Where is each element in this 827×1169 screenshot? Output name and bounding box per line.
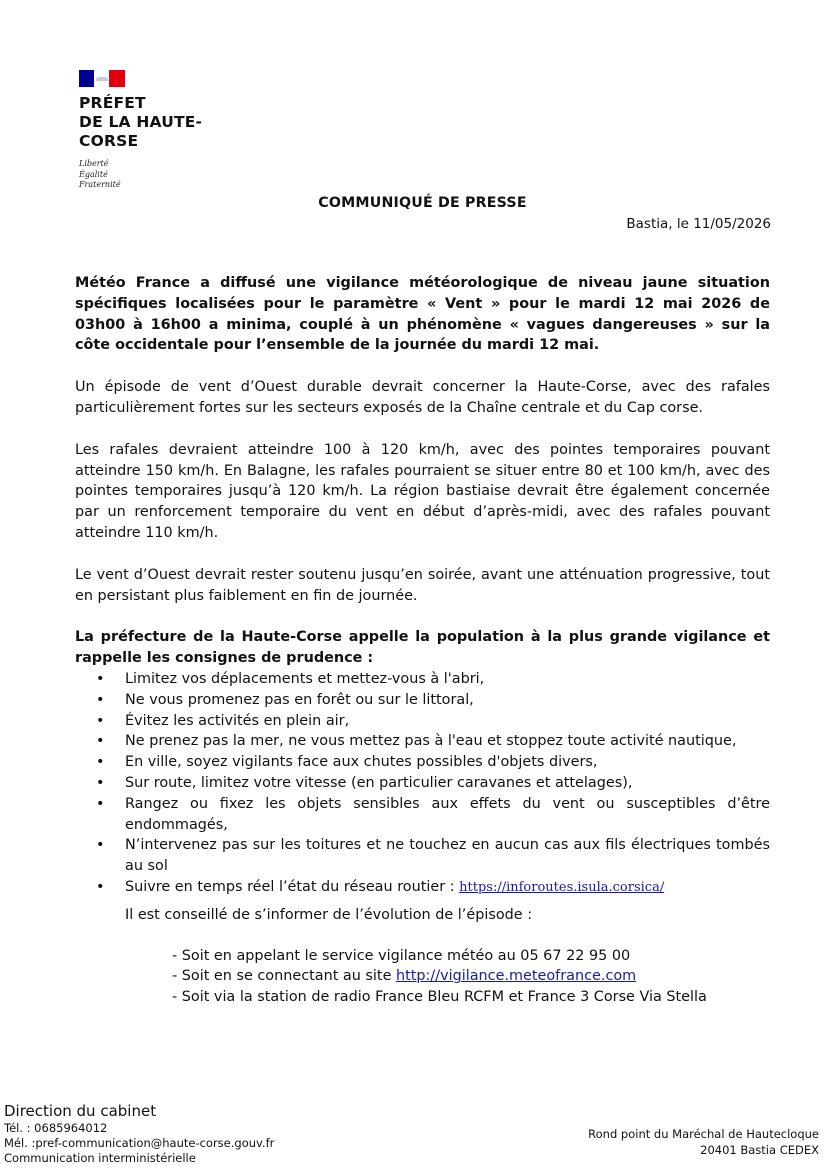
info-intro: Il est conseillé de s’informer de l’évolution de l’épisode : — [125, 906, 533, 923]
devise — [79, 159, 219, 191]
press-release-body — [75, 273, 770, 1008]
list-item: • Limitez vos déplacements et mettez-vous à l'abri, — [75, 669, 770, 690]
date-line: Bastia, le 11/05/2026 — [626, 216, 771, 232]
marianne-flag-icon — [79, 70, 125, 87]
list-item: • Rangez ou fixez les objets sensibles aux effets du vent ou susceptibles d’être endommagés, — [75, 794, 770, 836]
document-title: COMMUNIQUÉ DE PRESSE — [318, 195, 527, 211]
option-phone: - Soit en appelant le service vigilance météo au 05 67 22 95 00 — [172, 947, 631, 964]
list-item: • Ne prenez pas la mer, ne vous mettez pas à l'eau et stoppez toute activité nautique, — [75, 731, 770, 752]
footer-department: Direction du cabinet — [4, 1102, 157, 1120]
devise-line: Égalité — [79, 169, 108, 179]
body-paragraph: Le vent d’Ouest devrait rester soutenu jusqu’en soirée, avant une atténuation progressive, tout en persistant plus faiblement en fin de journée. — [75, 566, 770, 604]
footer-mail: Mél. :pref-communication@haute-corse.gouv.fr — [4, 1136, 275, 1150]
meteofrance-link[interactable]: http://vigilance.meteofrance.com — [396, 968, 637, 985]
prefet-line: DE LA HAUTE- — [79, 113, 203, 131]
inforoutes-link[interactable]: https://inforoutes.isula.corsica/ — [459, 879, 665, 895]
option-site-text: - Soit en se connectant au site — [172, 968, 396, 985]
option-site — [172, 966, 770, 987]
prefet-title — [79, 94, 219, 151]
flag-red-band — [109, 70, 125, 87]
footer-address — [588, 1126, 819, 1158]
footer-tel: Tél. : 0685964012 — [4, 1121, 108, 1135]
road-text: Suivre en temps réel l’état du réseau routier : — [125, 878, 460, 895]
option-radio: - Soit via la station de radio France Bleu RCFM et France 3 Corse Via Stella — [172, 989, 707, 1006]
list-item: • N’intervenez pas sur les toitures et ne touchez en aucun cas aux fils électriques tombés au sol — [75, 835, 770, 877]
flag-blue-band — [79, 70, 94, 87]
prefet-line: CORSE — [79, 132, 139, 150]
address-line: 20401 Bastia CEDEX — [700, 1143, 819, 1157]
list-item: • En ville, soyez vigilants face aux chutes possibles d'objets divers, — [75, 752, 770, 773]
prefet-line: PRÉFET — [79, 94, 146, 112]
list-item: • Ne vous promenez pas en forêt ou sur le littoral, — [75, 690, 770, 711]
list-item: • Sur route, limitez votre vitesse (en particulier caravanes et attelages), — [75, 773, 770, 794]
devise-line: Liberté — [79, 159, 109, 168]
consignes-list — [75, 669, 770, 899]
marianne-logo-block — [79, 70, 219, 191]
devise-line: Fraternité — [79, 180, 121, 189]
flag-white-band — [94, 70, 109, 87]
info-options — [75, 946, 770, 1008]
footer-service: Communication interministérielle — [4, 1151, 196, 1165]
intro-paragraph: Météo France a diffusé une vigilance météorologique de niveau jaune situation spécifiques localisées pour le paramètre « Vent » pour le mardi 12 mai 2026 de 03h00 à 16h00 a minima, couplé à un phénomène « vagues dangereuses » sur la côte occidentale pour l’ensemble de la journée du mardi 12 mai. — [75, 275, 770, 354]
body-paragraph: Un épisode de vent d’Ouest durable devrait concerner la Haute-Corse, avec des rafales particulièrement fortes sur les secteurs exposés de la Chaîne centrale et du Cap corse. — [75, 379, 770, 416]
footer-contact — [4, 1102, 274, 1166]
list-item: • Évitez les activités en plein air, — [75, 711, 770, 732]
list-item-road — [75, 877, 770, 899]
body-paragraph: Les rafales devraient atteindre 100 à 120 km/h, avec des pointes temporaires pouvant atteindre 150 km/h. En Balagne, les rafales pourraient se situer entre 80 et 100 km/h, avec des pointes temporaires jusqu’à 120 km/h. La région bastiaise devrait être également concernée par un renforcement temporaire du vent en début d’après-midi, avec des rafales pouvant atteindre 110 km/h. — [75, 441, 770, 541]
appeal-paragraph: La préfecture de la Haute-Corse appelle la population à la plus grande vigilance et rappelle les consignes de prudence : — [75, 629, 770, 667]
address-line: Rond point du Maréchal de Hautecloque — [588, 1127, 819, 1141]
